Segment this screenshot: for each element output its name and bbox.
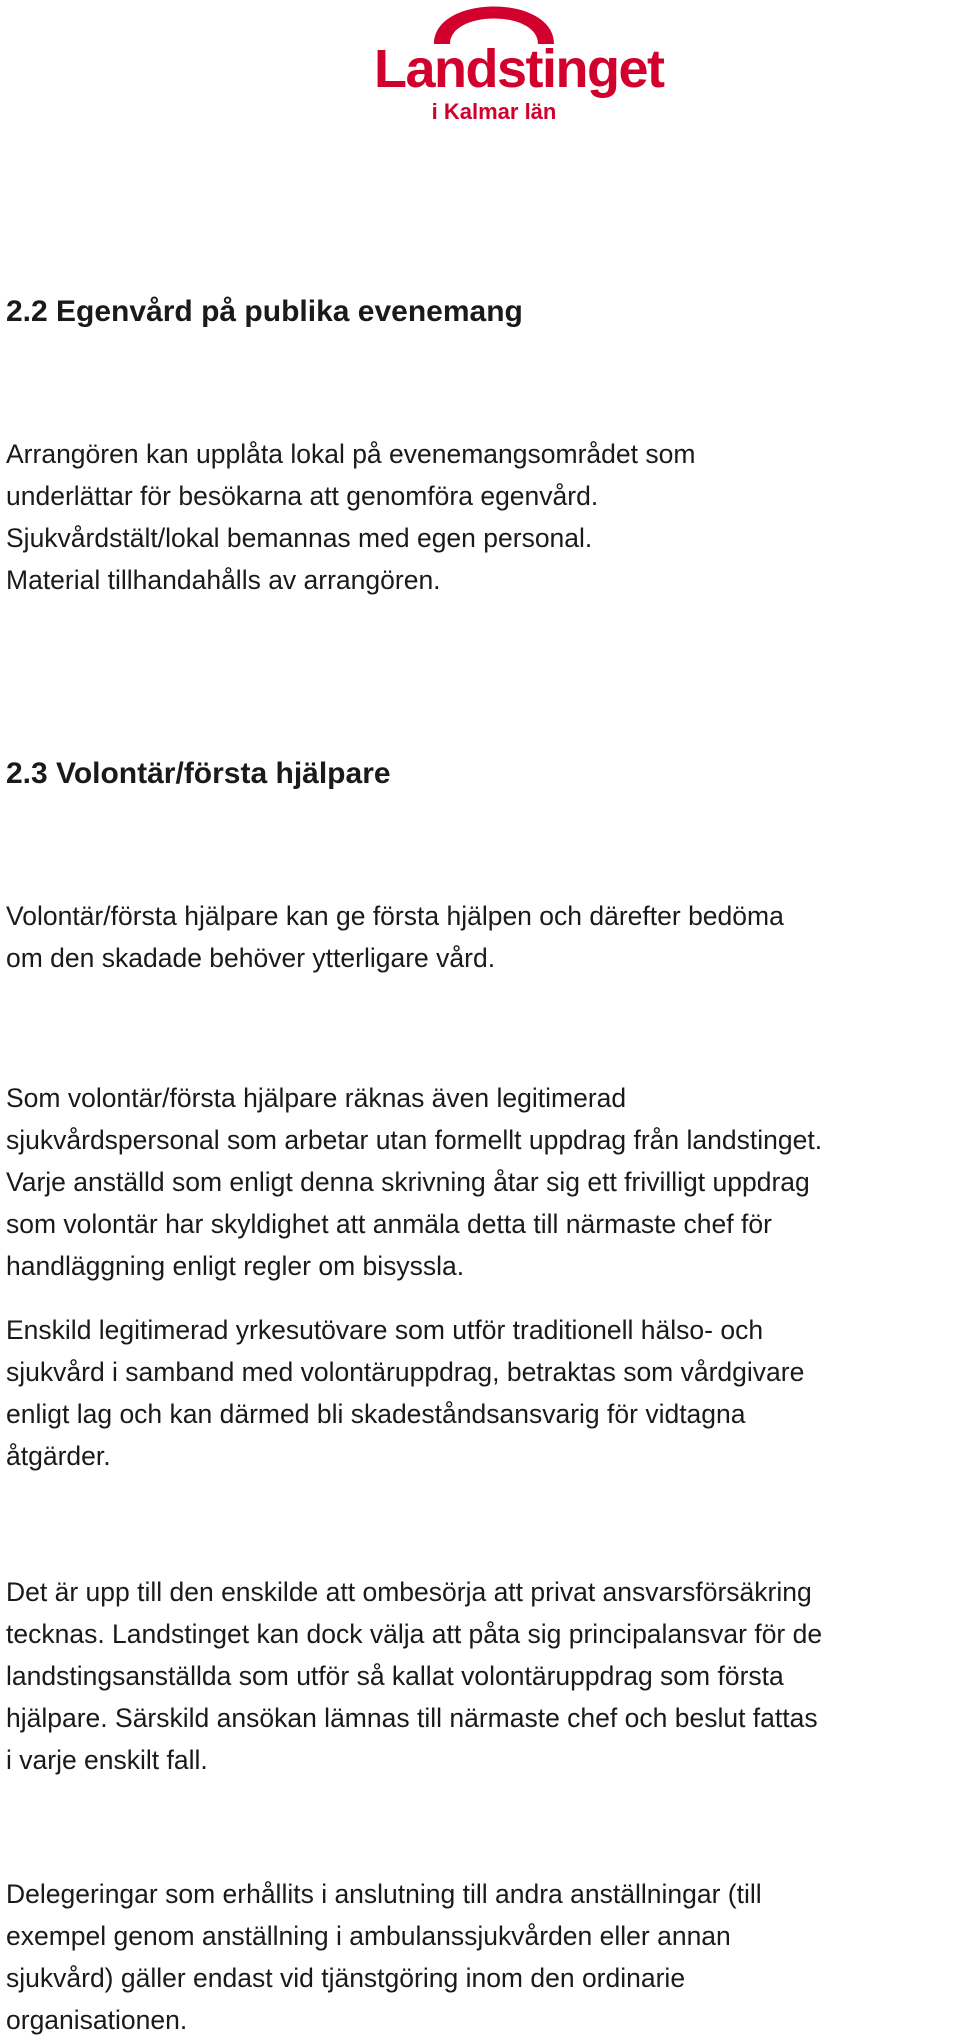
paragraph xyxy=(6,895,958,979)
text-line: organisationen. xyxy=(6,2005,188,2035)
text-line: underlättar för besökarna att genomföra egenvård. xyxy=(6,481,599,511)
text-line: Volontär/första hjälpare kan ge första hjälpen och därefter bedöma xyxy=(6,901,784,931)
paragraph xyxy=(6,1873,958,2041)
text-line: åtgärder. xyxy=(6,1441,111,1471)
text-line: landstingsanställda som utför så kallat volontäruppdrag som första xyxy=(6,1661,784,1691)
text-line: Arrangören kan upplåta lokal på evenemangsområdet som xyxy=(6,439,696,469)
section-heading-2-3: 2.3 Volontär/första hjälpare xyxy=(6,757,391,790)
section-heading-2-2: 2.2 Egenvård på publika evenemang xyxy=(6,295,523,328)
paragraph xyxy=(6,1571,958,1781)
text-line: exempel genom anställning i ambulanssjukvården eller annan xyxy=(6,1921,731,1951)
paragraph xyxy=(6,1077,958,1287)
text-line: Det är upp till den enskilde att ombesörja att privat ansvarsförsäkring xyxy=(6,1577,812,1607)
landstinget-logo xyxy=(374,0,664,130)
text-line: tecknas. Landstinget kan dock välja att påta sig principalansvar för de xyxy=(6,1619,823,1649)
text-line: Delegeringar som erhållits i anslutning till andra anställningar (till xyxy=(6,1879,762,1909)
paragraph xyxy=(6,559,958,601)
logo-name: Landstinget xyxy=(374,39,664,99)
text-line: sjukvård) gäller endast vid tjänstgöring inom den ordinarie xyxy=(6,1963,686,1993)
text-line: Som volontär/första hjälpare räknas även legitimerad xyxy=(6,1083,627,1113)
text-line: om den skadade behöver ytterligare vård. xyxy=(6,943,496,973)
text-line: sjukvårdspersonal som arbetar utan formellt uppdrag från landstinget. xyxy=(6,1125,823,1155)
text-line: i varje enskilt fall. xyxy=(6,1745,208,1775)
paragraph xyxy=(6,517,958,559)
text-line: Material tillhandahålls av arrangören. xyxy=(6,565,441,595)
text-line: Varje anställd som enligt denna skrivning åtar sig ett frivilligt uppdrag xyxy=(6,1167,810,1197)
text-line: Sjukvårdstält/lokal bemannas med egen personal. xyxy=(6,523,593,553)
paragraph xyxy=(6,433,958,517)
text-line: enligt lag och kan därmed bli skadeståndsansvarig för vidtagna xyxy=(6,1399,746,1429)
text-line: Enskild legitimerad yrkesutövare som utför traditionell hälso- och xyxy=(6,1315,764,1345)
text-line: handläggning enligt regler om bisyssla. xyxy=(6,1251,465,1281)
paragraph xyxy=(6,1309,958,1477)
text-line: sjukvård i samband med volontäruppdrag, betraktas som vårdgivare xyxy=(6,1357,805,1387)
text-line: som volontär har skyldighet att anmäla detta till närmaste chef för xyxy=(6,1209,772,1239)
text-line: hjälpare. Särskild ansökan lämnas till närmaste chef och beslut fattas xyxy=(6,1703,818,1733)
logo-subtitle: i Kalmar län xyxy=(431,99,557,124)
